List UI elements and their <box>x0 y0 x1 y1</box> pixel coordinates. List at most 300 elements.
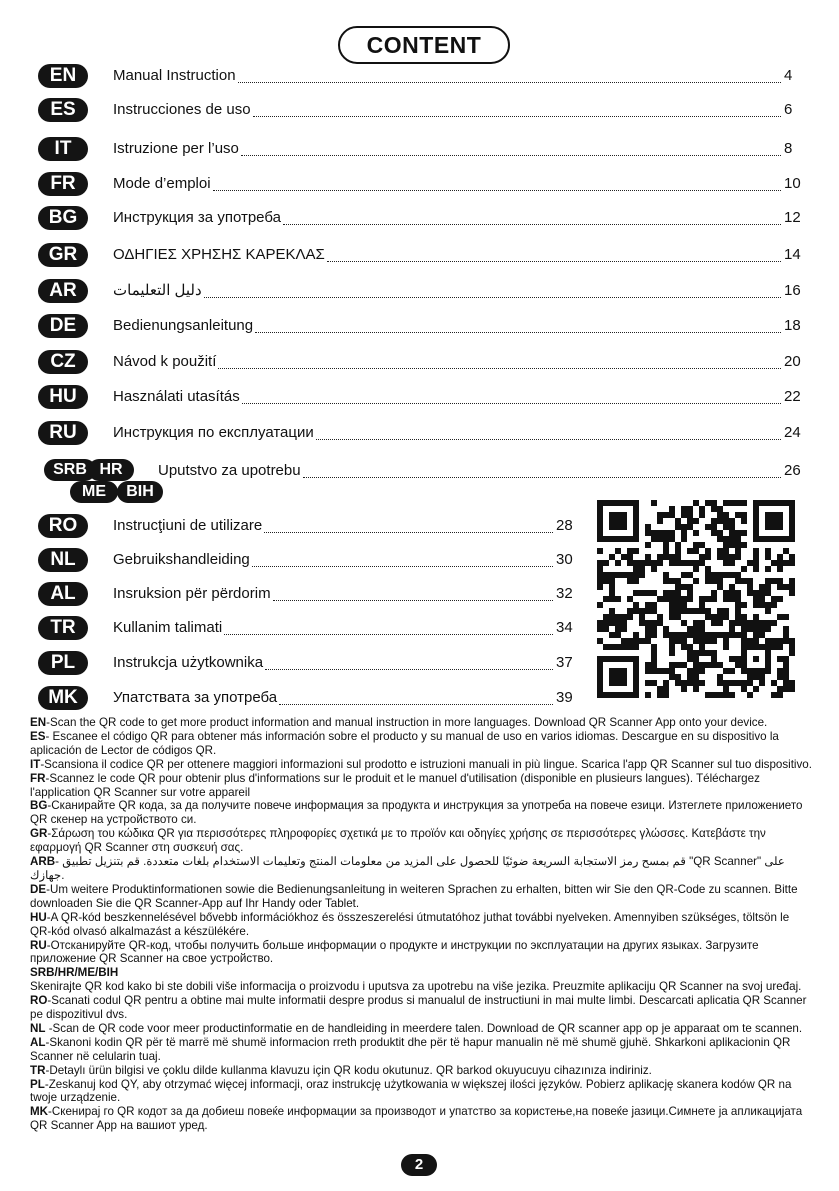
toc-page-number: 24 <box>784 424 801 441</box>
qr-module <box>705 578 711 584</box>
qr-module <box>687 626 693 632</box>
qr-module <box>765 602 771 608</box>
qr-module <box>669 512 675 518</box>
qr-module <box>729 680 735 686</box>
qr-module <box>735 620 741 626</box>
qr-module <box>609 578 615 584</box>
qr-module <box>603 620 609 626</box>
qr-module <box>747 560 753 566</box>
qr-module <box>711 596 717 602</box>
qr-module <box>783 584 789 590</box>
qr-module <box>717 512 723 518</box>
qr-module <box>681 638 687 644</box>
qr-module <box>693 656 699 662</box>
qr-module <box>687 560 693 566</box>
qr-module <box>669 668 675 674</box>
qr-module <box>651 644 657 650</box>
qr-module <box>609 632 615 638</box>
qr-module <box>627 572 633 578</box>
qr-module <box>717 620 723 626</box>
instruction-text: Skenirajte QR kod kako bi ste dobili više informacija o proizvodu i uputsva za upotrebu na više jezika. Preuzmite aplikaciju QR Scanner na svoj uređaj. <box>30 980 802 994</box>
qr-module <box>687 608 693 614</box>
qr-module <box>615 632 621 638</box>
qr-module <box>615 548 621 554</box>
qr-module <box>783 668 789 674</box>
qr-module <box>735 608 741 614</box>
toc-page-number: 10 <box>784 175 801 192</box>
instruction-paragraph <box>30 716 812 730</box>
qr-module <box>621 626 627 632</box>
language-badge: FR <box>38 172 88 196</box>
qr-module <box>615 644 621 650</box>
qr-module <box>765 566 771 572</box>
qr-module <box>663 626 669 632</box>
qr-module <box>759 590 765 596</box>
qr-module <box>597 602 603 608</box>
qr-module <box>765 590 771 596</box>
dot-leader <box>265 661 553 670</box>
qr-module <box>669 632 675 638</box>
qr-module <box>633 590 639 596</box>
qr-module <box>741 500 747 506</box>
qr-module <box>627 548 633 554</box>
qr-module <box>669 614 675 620</box>
qr-module <box>717 584 723 590</box>
qr-module <box>693 548 699 554</box>
toc-row <box>0 243 839 267</box>
language-code: IT <box>30 757 41 771</box>
qr-module <box>669 578 675 584</box>
dot-leader <box>213 182 781 191</box>
qr-module <box>663 554 669 560</box>
qr-module <box>723 542 729 548</box>
qr-module <box>735 602 741 608</box>
qr-module <box>687 644 693 650</box>
qr-module <box>783 656 789 662</box>
qr-module <box>693 560 699 566</box>
qr-module <box>711 572 717 578</box>
qr-module <box>657 512 663 518</box>
qr-module <box>723 572 729 578</box>
instruction-text: -Скенирај го QR кодот за да добиеш повеќе информации за производот и упатство за користење,на повеќе јазици.Симнете ја апликацијата QR Scanner App на вашиот уред. <box>30 1105 803 1133</box>
qr-module <box>675 548 681 554</box>
instruction-text: -Skanoni kodin QR për të marrë më shumë informacion rreth produktit dhe për të hapur manualin në më shumë gjuhë. Shkarkoni aplikacionin QR Scanner në celularin tuaj. <box>30 1035 791 1063</box>
qr-module <box>663 590 669 596</box>
qr-module <box>675 608 681 614</box>
instruction-text: -Um weitere Produktinformationen sowie die Bedienungsanleitung in weiteren Sprachen zu erhalten, bitten wir Sie den QR-Code zu scannen. Bitte downloaden Sie die QR Scanner-App auf Ihr Handy oder Tablet. <box>30 882 798 910</box>
qr-module <box>669 662 675 668</box>
qr-module <box>765 548 771 554</box>
qr-module <box>753 590 759 596</box>
qr-module <box>783 686 789 692</box>
qr-module <box>741 518 747 524</box>
qr-module <box>723 560 729 566</box>
qr-module <box>609 644 615 650</box>
qr-module <box>675 590 681 596</box>
qr-module <box>597 584 603 590</box>
qr-module <box>747 692 753 698</box>
qr-module <box>615 596 621 602</box>
qr-module <box>657 554 663 560</box>
qr-module <box>663 668 669 674</box>
language-badge: BG <box>38 206 88 230</box>
qr-module <box>597 626 603 632</box>
qr-module <box>723 596 729 602</box>
qr-module <box>723 590 729 596</box>
qr-module <box>681 632 687 638</box>
qr-module <box>651 620 657 626</box>
qr-module <box>627 596 633 602</box>
qr-module <box>657 560 663 566</box>
qr-module <box>711 632 717 638</box>
qr-instructions <box>30 716 812 1133</box>
qr-module <box>711 530 717 536</box>
qr-module <box>609 512 627 530</box>
qr-module <box>657 596 663 602</box>
language-badge: TR <box>38 616 88 640</box>
qr-module <box>651 608 657 614</box>
qr-module <box>711 524 717 530</box>
toc-label: دليل التعليمات <box>113 282 202 299</box>
qr-module <box>723 512 729 518</box>
qr-module <box>741 614 747 620</box>
qr-module <box>789 560 795 566</box>
qr-module <box>729 668 735 674</box>
instruction-text: -Scansiona il codice QR per ottenere maggiori informazioni sul prodotto e istruzioni manuali in più lingue. Scarica l'app QR Scanner sul tuo dispositivo. <box>40 757 812 771</box>
qr-module <box>747 620 753 626</box>
qr-module <box>711 650 717 656</box>
qr-module <box>729 632 735 638</box>
toc-label: Инструкция по експлуатации <box>113 424 314 441</box>
language-code: EN <box>30 716 47 729</box>
qr-module <box>759 632 765 638</box>
qr-module <box>717 662 723 668</box>
qr-module <box>645 524 651 530</box>
qr-module <box>753 686 759 692</box>
language-code: RU <box>30 938 47 952</box>
toc-page-number: 22 <box>784 388 801 405</box>
qr-module <box>645 608 651 614</box>
instruction-paragraph <box>30 827 812 855</box>
qr-module <box>675 584 681 590</box>
instruction-paragraph <box>30 1078 812 1106</box>
qr-module <box>669 590 675 596</box>
instruction-paragraph <box>30 966 812 994</box>
qr-module <box>723 686 729 692</box>
language-code: MK <box>30 1105 49 1119</box>
instruction-paragraph <box>30 994 812 1022</box>
dot-leader <box>253 108 781 117</box>
qr-module <box>705 614 711 620</box>
toc-label: Návod k použití <box>113 353 217 370</box>
dot-leader <box>279 696 553 705</box>
qr-module <box>693 638 699 644</box>
qr-module <box>777 644 783 650</box>
qr-module <box>687 512 693 518</box>
qr-module <box>753 620 759 626</box>
instruction-text: -Σάρωση του κώδικα QR για περισσότερες πληροφορίες σχετικά με το προϊόν και οδηγίες χρήσης σε περισσότερες γλώσσες. Κατεβάστε την εφαρμογή QR Scanner στη συσκευή σας. <box>30 827 766 855</box>
qr-module <box>711 578 717 584</box>
qr-module <box>735 656 741 662</box>
qr-module <box>687 506 693 512</box>
qr-module <box>597 638 603 644</box>
qr-module <box>603 614 609 620</box>
qr-module <box>777 674 783 680</box>
qr-module <box>735 662 741 668</box>
qr-module <box>657 668 663 674</box>
qr-module <box>687 596 693 602</box>
toc-label: Инструкция за употреба <box>113 209 281 226</box>
qr-module <box>753 596 759 602</box>
toc-label: ΟΔΗΓΙΕΣ ΧΡΗΣΗΣ ΚΑΡΕΚΛΑΣ <box>113 246 325 263</box>
toc-label: Használati utasítás <box>113 388 240 405</box>
qr-module <box>651 530 657 536</box>
qr-module <box>609 608 615 614</box>
qr-module <box>735 572 741 578</box>
dot-leader <box>241 147 781 156</box>
qr-module <box>663 542 669 548</box>
language-badge: NL <box>38 548 88 572</box>
qr-module <box>723 692 729 698</box>
qr-module <box>777 584 783 590</box>
qr-module <box>723 536 729 542</box>
qr-module <box>675 596 681 602</box>
qr-module <box>681 686 687 692</box>
qr-module <box>705 608 711 614</box>
qr-module <box>753 632 759 638</box>
qr-module <box>615 560 621 566</box>
qr-module <box>633 644 639 650</box>
qr-module <box>741 602 747 608</box>
qr-module <box>669 530 675 536</box>
qr-module <box>633 566 639 572</box>
qr-module <box>741 530 747 536</box>
qr-module <box>777 686 783 692</box>
qr-module <box>735 548 741 554</box>
qr-module <box>609 584 615 590</box>
page-number: 2 <box>401 1154 437 1176</box>
qr-module <box>735 680 741 686</box>
qr-module <box>657 692 663 698</box>
instruction-text: -Scannez le code QR pour obtenir plus d'informations sur le produit et le manuel d'utilisation (disponible en plusieurs langues). Téléchargez l'application QR Scanner sur votre appareil <box>30 771 760 799</box>
qr-module <box>729 536 735 542</box>
qr-module <box>753 566 759 572</box>
qr-module <box>771 644 777 650</box>
qr-module <box>627 554 633 560</box>
qr-module <box>597 560 603 566</box>
qr-module <box>597 572 603 578</box>
instruction-paragraph <box>30 772 812 800</box>
dot-leader <box>327 253 781 262</box>
qr-module <box>693 530 699 536</box>
qr-module <box>651 626 657 632</box>
qr-module <box>663 596 669 602</box>
qr-module <box>735 596 741 602</box>
qr-module <box>669 560 675 566</box>
instruction-paragraph <box>30 939 812 967</box>
toc-row <box>0 98 839 122</box>
qr-module <box>663 686 669 692</box>
qr-module <box>783 560 789 566</box>
qr-module <box>705 662 711 668</box>
qr-module <box>687 572 693 578</box>
qr-module <box>699 620 705 626</box>
qr-module <box>699 650 705 656</box>
qr-module <box>765 638 771 644</box>
instruction-paragraph <box>30 758 812 772</box>
qr-module <box>729 626 735 632</box>
qr-module <box>687 632 693 638</box>
qr-module <box>777 614 783 620</box>
dot-leader <box>283 216 781 225</box>
qr-module <box>735 614 741 620</box>
qr-module <box>603 578 609 584</box>
qr-module <box>723 518 729 524</box>
qr-module <box>675 638 681 644</box>
qr-module <box>693 680 699 686</box>
qr-module <box>783 626 789 632</box>
qr-module <box>759 680 765 686</box>
qr-module <box>639 608 645 614</box>
qr-module <box>693 518 699 524</box>
toc-page-number: 37 <box>556 654 573 671</box>
dot-leader <box>303 469 781 478</box>
qr-module <box>645 632 651 638</box>
qr-module <box>609 590 615 596</box>
qr-module <box>657 686 663 692</box>
dot-leader <box>316 431 781 440</box>
qr-module <box>735 536 741 542</box>
qr-module <box>771 596 777 602</box>
language-badge: RU <box>38 421 88 445</box>
qr-module <box>645 530 651 536</box>
qr-module <box>627 560 633 566</box>
qr-module <box>597 620 603 626</box>
toc-label: Kullanim talimati <box>113 619 223 636</box>
qr-module <box>717 530 723 536</box>
qr-module <box>777 596 783 602</box>
language-badge: AR <box>38 279 88 303</box>
toc-page-number: 4 <box>784 67 793 84</box>
qr-module <box>777 638 783 644</box>
qr-module <box>693 626 699 632</box>
qr-module <box>759 620 765 626</box>
qr-module <box>699 512 705 518</box>
qr-module <box>681 584 687 590</box>
instruction-paragraph <box>30 1064 812 1078</box>
qr-module <box>681 662 687 668</box>
qr-module <box>765 512 783 530</box>
qr-module <box>759 674 765 680</box>
dot-leader <box>204 289 781 298</box>
qr-module <box>651 656 657 662</box>
qr-module <box>681 596 687 602</box>
qr-module <box>765 554 771 560</box>
qr-module <box>693 674 699 680</box>
language-badge: HR <box>88 459 134 481</box>
qr-module <box>759 584 765 590</box>
qr-module <box>765 578 771 584</box>
qr-module <box>687 674 693 680</box>
qr-module <box>693 650 699 656</box>
qr-module <box>729 500 735 506</box>
qr-module <box>609 554 615 560</box>
qr-module <box>633 548 639 554</box>
qr-module <box>693 542 699 548</box>
qr-module <box>693 668 699 674</box>
qr-module <box>771 578 777 584</box>
qr-module <box>669 608 675 614</box>
qr-module <box>747 584 753 590</box>
instruction-text: -Scan de QR code voor meer productinformatie en de handleiding in meerdere talen. Download de QR scanner app op je apparaat om te scannen. <box>45 1021 803 1035</box>
qr-module <box>627 608 633 614</box>
qr-module <box>639 620 645 626</box>
instruction-text: -Detaylı ürün bilgisi ve çoklu dilde kullanma klavuzu için QR kodu okutunuz. QR barkod okuyucuyu cihazınıza indiriniz. <box>45 1063 652 1077</box>
qr-module <box>699 644 705 650</box>
language-badge: GR <box>38 243 88 267</box>
toc-page-number: 30 <box>556 551 573 568</box>
toc-page-number: 39 <box>556 689 573 706</box>
language-badge: SRB <box>44 459 96 481</box>
toc-page-number: 16 <box>784 282 801 299</box>
qr-module <box>729 554 735 560</box>
qr-module <box>705 572 711 578</box>
qr-module <box>771 680 777 686</box>
qr-module <box>675 518 681 524</box>
qr-module <box>747 590 753 596</box>
toc-label: Uputstvo za upotrebu <box>158 462 301 479</box>
qr-module <box>771 602 777 608</box>
qr-module <box>609 614 615 620</box>
qr-module <box>717 608 723 614</box>
toc-row <box>0 64 839 88</box>
toc-row <box>0 314 839 338</box>
qr-module <box>753 614 759 620</box>
qr-module <box>753 554 759 560</box>
qr-module <box>729 524 735 530</box>
qr-module <box>651 602 657 608</box>
qr-module <box>717 572 723 578</box>
qr-module <box>651 536 657 542</box>
language-code: HU <box>30 910 47 924</box>
qr-module <box>633 608 639 614</box>
qr-module <box>669 602 675 608</box>
page-title: CONTENT <box>338 26 510 64</box>
qr-module <box>699 632 705 638</box>
qr-module <box>711 614 717 620</box>
qr-module <box>675 632 681 638</box>
qr-module <box>693 632 699 638</box>
language-code: ARB <box>30 855 56 869</box>
toc-page-number: 20 <box>784 353 801 370</box>
qr-module <box>699 560 705 566</box>
language-code: TR <box>30 1063 46 1077</box>
qr-module <box>789 644 795 650</box>
qr-module <box>603 572 609 578</box>
language-code: SRB/HR/ME/BIH <box>30 966 119 980</box>
qr-module <box>783 674 789 680</box>
qr-module <box>639 572 645 578</box>
qr-module <box>651 590 657 596</box>
qr-module <box>705 692 711 698</box>
qr-module <box>783 548 789 554</box>
instruction-text: -A QR-kód beszkennelésével bővebb információkhoz és összeszerelési útmutatóhoz juthat további nyelveken. Amennyiben szükséges, töltsön le QR-kód olvasó alkalmazást a készülékére. <box>30 910 790 938</box>
qr-module <box>717 680 723 686</box>
qr-module <box>735 578 741 584</box>
dot-leader <box>224 626 553 635</box>
qr-module <box>717 518 723 524</box>
qr-module <box>729 572 735 578</box>
